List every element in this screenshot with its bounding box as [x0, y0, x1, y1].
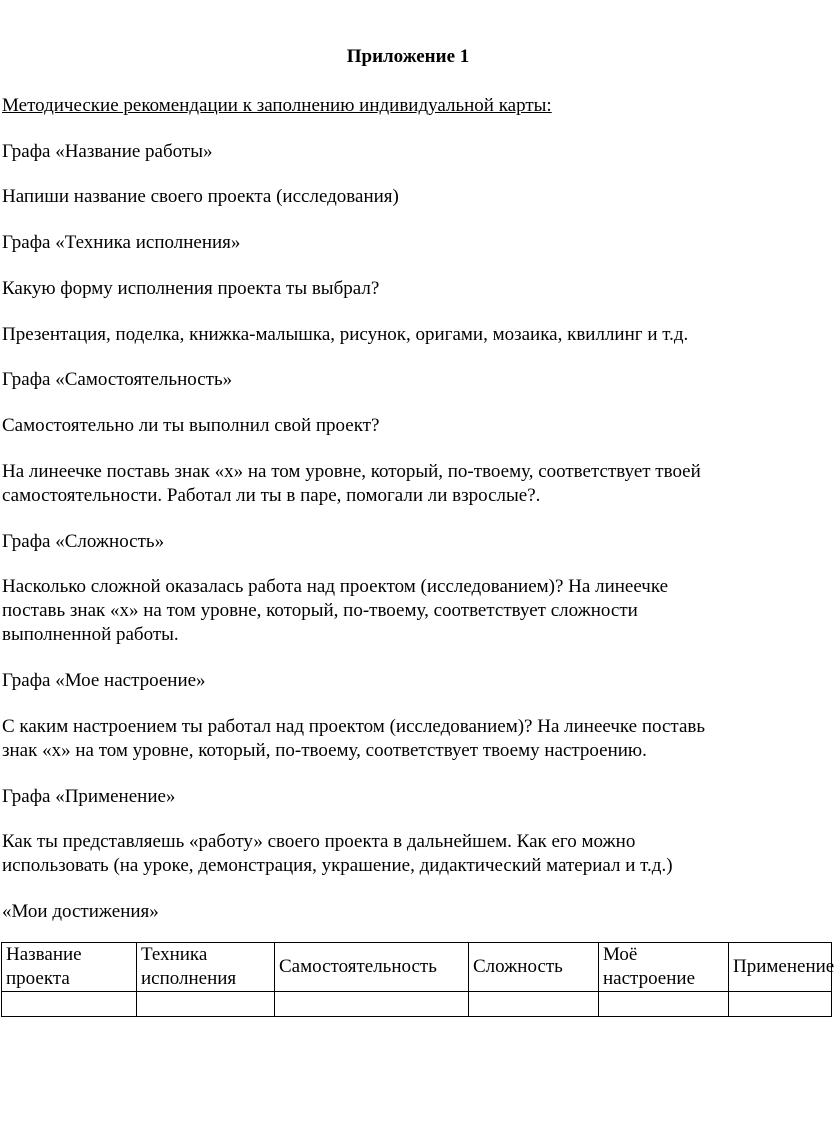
- paragraph: использовать (на уроке, демонстрация, украшение, дидактический материал и т.д.): [2, 855, 673, 876]
- page-title: Приложение 1: [346, 46, 470, 67]
- paragraph: Какую форму исполнения проекта ты выбрал?: [2, 278, 380, 299]
- paragraph: Графа «Техника исполнения»: [2, 232, 241, 253]
- header-line: Сложность: [473, 956, 563, 977]
- achievements-table: [1, 942, 832, 1017]
- paragraph: Насколько сложной оказалась работа над проектом (исследованием)? На линеечке: [2, 576, 669, 597]
- header-cell-independence: [275, 943, 469, 992]
- header-line: Применение: [733, 956, 834, 977]
- paragraph: На линеечке поставь знак «х» на том уровне, который, по-твоему, соответствует твоей: [2, 461, 701, 482]
- header-cell-application: [729, 943, 832, 992]
- paragraph: Напиши название своего проекта (исследования): [2, 186, 399, 207]
- header-line: Самостоятельность: [279, 956, 437, 977]
- paragraph: Графа «Самостоятельность»: [2, 369, 233, 390]
- header-line: проекта: [6, 968, 70, 989]
- paragraph: Самостоятельно ли ты выполнил свой проект?: [2, 415, 380, 436]
- paragraph: Графа «Сложность»: [2, 531, 165, 552]
- header-line: Название: [6, 944, 82, 965]
- table-row: [2, 992, 832, 1017]
- table-cell: [469, 992, 599, 1017]
- paragraph: Графа «Применение»: [2, 786, 176, 807]
- paragraph: Как ты представляешь «работу» своего проекта в дальнейшем. Как его можно: [2, 831, 636, 852]
- paragraph: выполненной работы.: [2, 624, 179, 645]
- header-line: Моё: [603, 944, 638, 965]
- paragraph: «Мои достижения»: [2, 901, 159, 922]
- section-heading: Методические рекомендации к заполнению индивидуальной карты:: [2, 95, 552, 116]
- header-line: исполнения: [141, 968, 237, 989]
- paragraph: знак «х» на том уровне, который, по-твоему, соответствует твоему настроению.: [2, 740, 647, 761]
- table-header-row: [2, 943, 832, 992]
- paragraph: С каким настроением ты работал над проектом (исследованием)? На линеечке поставь: [2, 716, 706, 737]
- paragraph: поставь знак «х» на том уровне, который, по-твоему, соответствует сложности: [2, 600, 638, 621]
- paragraph: Графа «Название работы»: [2, 141, 213, 162]
- table-cell: [2, 992, 137, 1017]
- header-line: Техника: [141, 944, 208, 965]
- header-cell-technique: [137, 943, 275, 992]
- table-cell: [599, 992, 729, 1017]
- table-cell: [275, 992, 469, 1017]
- paragraph: Презентация, поделка, книжка-малышка, рисунок, оригами, мозаика, квиллинг и т.д.: [2, 324, 689, 345]
- table-cell: [137, 992, 275, 1017]
- paragraph: Графа «Мое настроение»: [2, 670, 206, 691]
- header-line: настроение: [603, 968, 696, 989]
- table-cell: [729, 992, 832, 1017]
- paragraph: самостоятельности. Работал ли ты в паре, помогали ли взрослые?.: [2, 485, 541, 506]
- header-cell-mood: [599, 943, 729, 992]
- header-cell-project-name: [2, 943, 137, 992]
- header-cell-complexity: [469, 943, 599, 992]
